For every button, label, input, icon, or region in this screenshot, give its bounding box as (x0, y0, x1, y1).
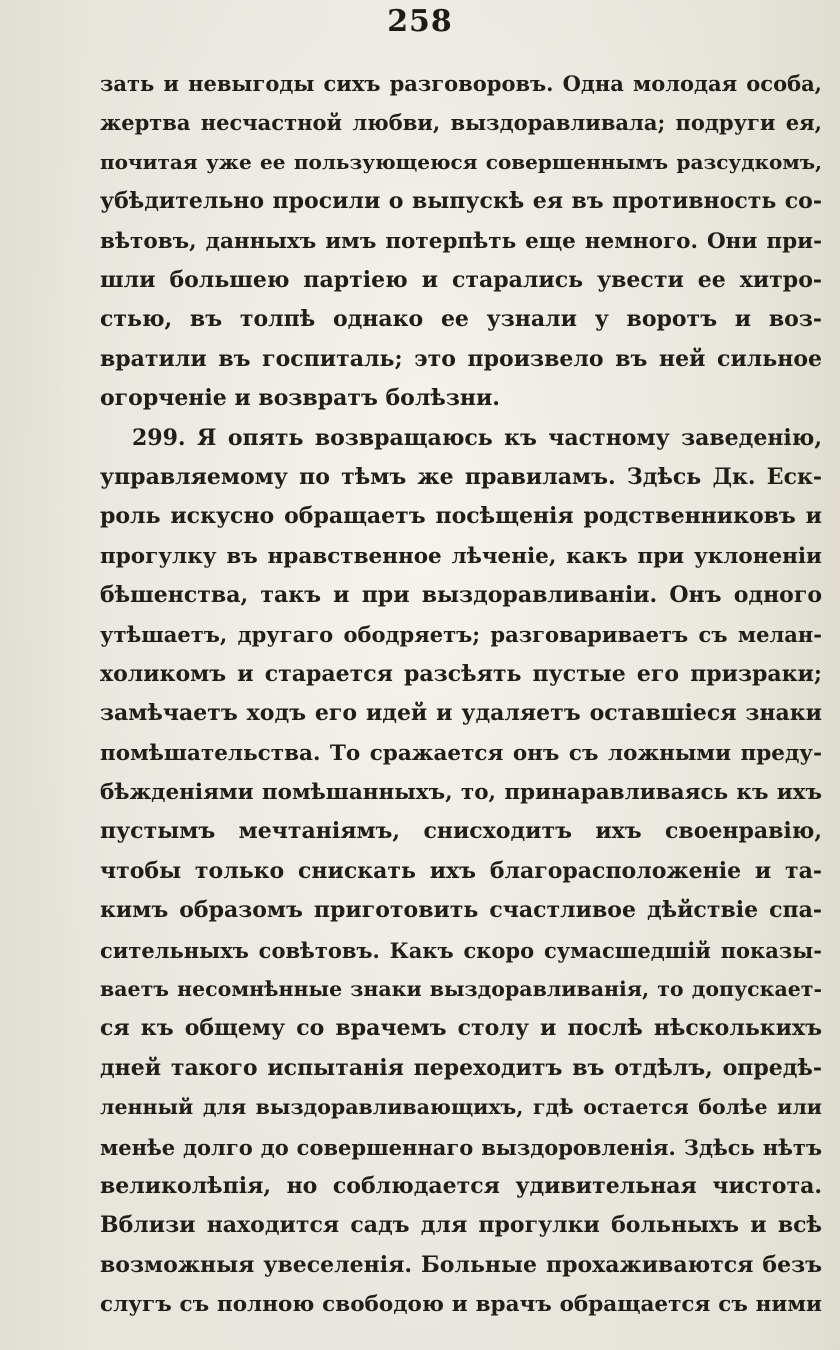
text-line: вратили въ госпиталь; это произвело въ ней сильное (100, 345, 822, 372)
text-line: управляемому по тѣмъ же правиламъ. Здѣсь Дк. Еск- (100, 463, 822, 490)
text-line: роль искусно обращаетъ посѣщенiя родственниковъ и (100, 503, 822, 530)
text-line: великолѣпiя, но соблюдается удивительная чистота. (100, 1172, 822, 1199)
text-line: сительныхъ совѣтовъ. Какъ скоро сумасшедшiй показы- (100, 937, 822, 963)
paragraph-start-line: 299. Я опять возвращаюсь къ частному заведенiю, (132, 424, 822, 451)
text-line: ся къ общему со врачемъ столу и послѣ нѣсколькихъ (100, 1015, 822, 1042)
text-line: Вблизи находится садъ для прогулки больныхъ и всѣ (100, 1212, 822, 1239)
text-line: помѣшательства. То сражается онъ съ ложными преду- (100, 740, 822, 766)
text-line: стью, въ толпѣ однако ее узнали у воротъ и воз- (100, 306, 822, 333)
text-line: бѣшенства, такъ и при выздоравливанiи. Онъ одного (100, 582, 822, 609)
text-line: холикомъ и старается разсѣять пустые его призраки; (100, 660, 822, 687)
text-line: слугъ съ полною свободою и врачъ обращается съ ними (100, 1292, 822, 1318)
text-line: огорченiе и возвратъ болѣзни. (100, 385, 500, 412)
text-line: вѣтовъ, данныхъ имъ потерпѣть еще немного. Они при- (100, 228, 822, 254)
text-line: ваетъ несомнѣнные знаки выздоравливанiя, то допускает- (100, 976, 822, 1001)
text-line: чтобы только снискать ихъ благорасположенiе и та- (100, 857, 822, 884)
text-line: шли большею партiею и старались увести ее хитро- (100, 266, 822, 293)
text-line: кимъ образомъ приготовить счастливое дѣйствiе спа- (100, 897, 822, 924)
page-number: 258 (387, 4, 453, 39)
text-line: менѣе долго до совершеннаго выздоровленiя. Здѣсь нѣтъ (100, 1134, 822, 1160)
text-line: почитая уже ее пользующеюся совершеннымъ разсудкомъ, (100, 149, 822, 174)
text-line: прогулку въ нравственное лѣченiе, какъ при уклоненiи (100, 543, 822, 569)
text-line: жертва несчастной любви, выздоравливала; подруги ея, (100, 110, 822, 136)
text-line: дней такого испытанiя переходитъ въ отдѣлъ, опредѣ- (100, 1054, 822, 1081)
text-line: возможныя увеселенiя. Больные прохаживаются безъ (100, 1251, 822, 1278)
text-line: бѣжденiями помѣшанныхъ, то, принаравливаясь къ ихъ (100, 780, 822, 806)
body-text (100, 64, 822, 1325)
text-line: ленный для выздоравливающихъ, гдѣ остается болѣе или (100, 1095, 822, 1120)
text-line: утѣшаетъ, другаго ободряетъ; разговариваетъ съ мелан- (100, 622, 822, 648)
text-line: пустымъ мечтанiямъ, снисходитъ ихъ своенравiю, (100, 818, 822, 845)
text-line: убѣдительно просили о выпускѣ ея въ противность со- (100, 188, 822, 215)
text-line: замѣчаетъ ходъ его идей и удаляетъ оставшiеся знаки (100, 700, 822, 727)
text-line: зать и невыгоды сихъ разговоровъ. Одна молодая особа, (100, 71, 822, 96)
